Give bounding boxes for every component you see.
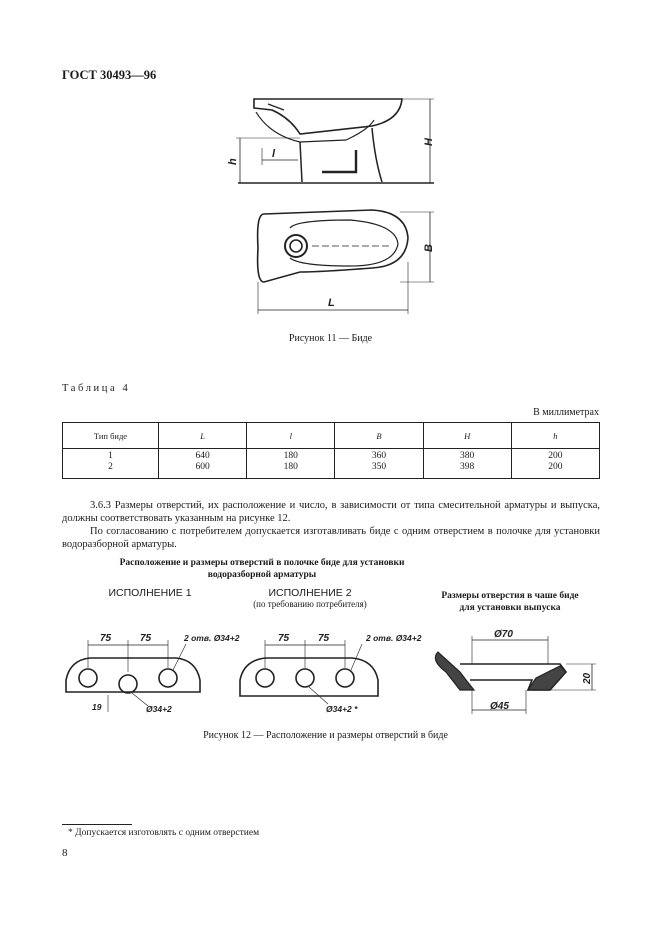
figure-12-caption: Рисунок 12 — Расположение и размеры отверстий в биде: [203, 730, 448, 741]
outlet-hole-title-line2: для установки выпуска: [459, 603, 561, 613]
dim-holes-v2: 2 отв. Ø34+2: [366, 633, 422, 643]
cell-type-1: 1: [108, 451, 113, 461]
dim-offset-v1: 19: [92, 702, 102, 712]
figure-12-title: [62, 557, 462, 581]
cell-h-2: 200: [548, 462, 563, 472]
dim-h-label: h: [227, 158, 239, 165]
variant-2-note: (по требованию потребителя): [253, 599, 367, 609]
page-number: 8: [62, 847, 68, 859]
footnote: * Допускается изготовлять с одним отверстием: [68, 828, 260, 838]
cell-L-1: 640: [195, 451, 210, 461]
dim-height: 20: [582, 672, 593, 684]
cell-H-2: 398: [460, 462, 475, 472]
table-data-row: [63, 449, 600, 479]
cell-L-2: 600: [195, 462, 210, 472]
paragraph-agreement: По согласованию с потребителем допускается изготавливать биде с одним отверстием в полочке для установки водоразборной арматуры.: [62, 526, 600, 550]
dim-75-b-v2: 75: [318, 633, 330, 644]
table-header-row: [63, 423, 600, 449]
dim-top-diameter: Ø70: [494, 629, 513, 640]
cell-B-2: 350: [371, 462, 387, 472]
col-header-B: B: [335, 423, 423, 449]
dim-center-hole-v1: Ø34+2: [146, 704, 172, 714]
cell-l-2: 180: [283, 462, 298, 472]
variant-2-label: ИСПОЛНЕНИЕ 2: [268, 587, 352, 599]
footnote-divider: [62, 824, 132, 825]
col-header-H: H: [423, 423, 511, 449]
dim-B-label: B: [423, 244, 435, 252]
paragraph-3-6-3: 3.6.3 Размеры отверстий, их расположение и число, в зависимости от типа смесительной арматуры и выпуска, должны соответствовать указанным на рисунке 12.: [62, 500, 600, 524]
cell-h-1: 200: [548, 451, 563, 461]
dim-l-label: l: [272, 148, 276, 160]
dim-75-b-v1: 75: [140, 633, 152, 644]
cell-l-1: 180: [283, 451, 298, 461]
cell-type-2: 2: [108, 462, 113, 472]
col-header-l: l: [247, 423, 335, 449]
dim-L-label: L: [328, 297, 335, 309]
dim-H-label: H: [423, 138, 435, 146]
col-header-L: L: [159, 423, 247, 449]
dim-75-a-v1: 75: [100, 633, 112, 644]
table-4: [62, 422, 600, 479]
cell-H-1: 380: [460, 451, 475, 461]
col-header-type: Тип биде: [63, 423, 159, 449]
table-4-label: Таблица 4: [62, 383, 131, 394]
figure-11-caption: Рисунок 11 — Биде: [288, 333, 373, 344]
table-4-units: В миллиметрах: [533, 407, 599, 418]
cell-B-1: 360: [371, 451, 387, 461]
variant-1-label: ИСПОЛНЕНИЕ 1: [108, 587, 192, 599]
outlet-hole-title-line1: Размеры отверстия в чаше биде: [441, 591, 579, 601]
dim-center-hole-v2: Ø34+2 *: [326, 704, 358, 714]
standard-header: ГОСТ 30493—96: [62, 68, 157, 82]
outlet-hole-title: [430, 590, 590, 614]
dim-holes-v1: 2 отв. Ø34+2: [184, 633, 240, 643]
dim-bottom-diameter: Ø45: [490, 701, 509, 712]
figure-12-drawing: [60, 620, 605, 720]
figure-11-bidet-drawing: [225, 90, 445, 322]
col-header-h: h: [511, 423, 599, 449]
figure-12-title-line1: Расположение и размеры отверстий в полочке биде для установки: [119, 558, 405, 568]
dim-75-a-v2: 75: [278, 633, 290, 644]
figure-12-title-line2: водоразборной арматуры: [207, 570, 317, 580]
